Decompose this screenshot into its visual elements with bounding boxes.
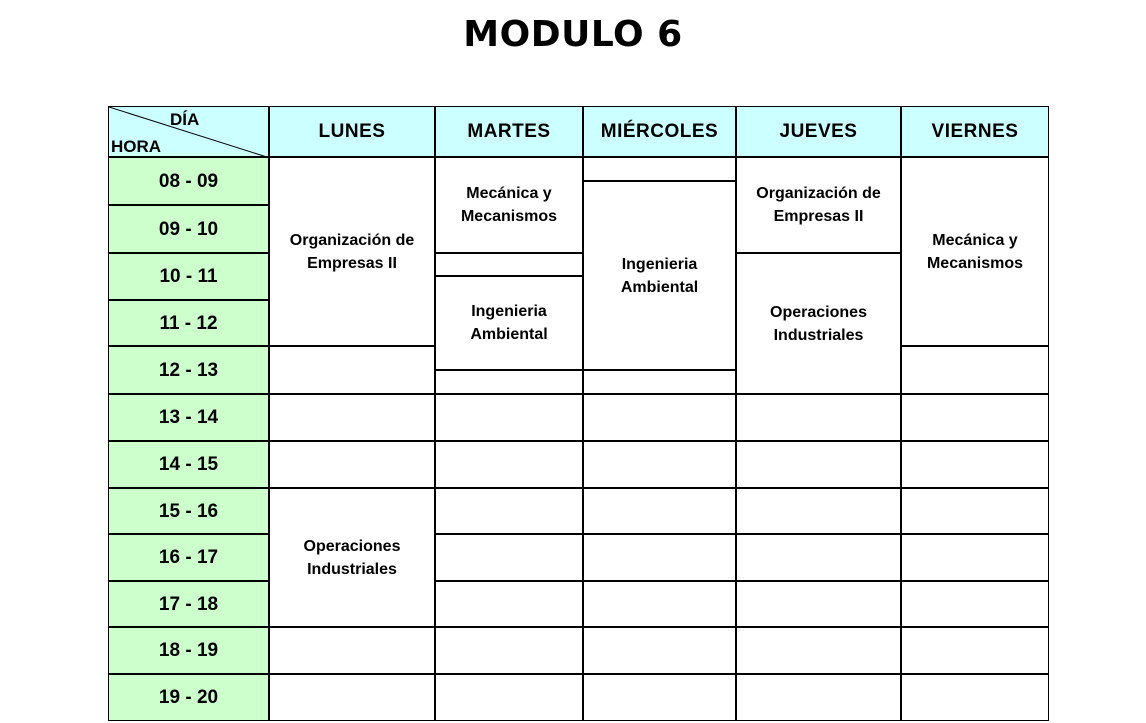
- empty-slot: [583, 157, 736, 181]
- empty-slot: [901, 534, 1049, 581]
- page-title: MODULO 6: [463, 14, 683, 55]
- empty-slot: [583, 488, 736, 534]
- empty-slot: [435, 674, 583, 721]
- class-block: Operaciones Industriales: [269, 488, 435, 627]
- class-block: Operaciones Industriales: [736, 253, 901, 394]
- empty-slot: [901, 488, 1049, 534]
- hour-cell: 10 - 11: [108, 253, 269, 300]
- corner-hora-label: HORA: [111, 137, 162, 156]
- empty-slot: [435, 253, 583, 276]
- day-header-2: MARTES: [435, 106, 583, 157]
- class-block: Organización de Empresas II: [269, 157, 435, 346]
- class-block: Ingenieria Ambiental: [435, 276, 583, 370]
- hour-cell: 15 - 16: [108, 488, 269, 534]
- empty-slot: [435, 581, 583, 627]
- empty-slot: [736, 534, 901, 581]
- empty-slot: [269, 346, 435, 394]
- hour-cell: 13 - 14: [108, 394, 269, 441]
- empty-slot: [269, 441, 435, 488]
- empty-slot: [583, 394, 736, 441]
- empty-slot: [901, 441, 1049, 488]
- day-header-4: JUEVES: [736, 106, 901, 157]
- hour-cell: 08 - 09: [108, 157, 269, 205]
- empty-slot: [901, 581, 1049, 627]
- empty-slot: [583, 581, 736, 627]
- hour-cell: 17 - 18: [108, 581, 269, 627]
- empty-slot: [736, 627, 901, 674]
- empty-slot: [269, 627, 435, 674]
- empty-slot: [583, 441, 736, 488]
- empty-slot: [901, 627, 1049, 674]
- empty-slot: [736, 674, 901, 721]
- class-block: Organización de Empresas II: [736, 157, 901, 253]
- empty-slot: [901, 346, 1049, 394]
- empty-slot: [583, 370, 736, 394]
- day-header-1: LUNES: [269, 106, 435, 157]
- hour-cell: 18 - 19: [108, 627, 269, 674]
- class-block: Ingenieria Ambiental: [583, 181, 736, 370]
- empty-slot: [435, 627, 583, 674]
- empty-slot: [435, 441, 583, 488]
- corner-dia-label: DÍA: [170, 110, 200, 129]
- class-block: Mecánica y Mecanismos: [435, 157, 583, 253]
- hour-cell: 19 - 20: [108, 674, 269, 721]
- hour-cell: 12 - 13: [108, 346, 269, 394]
- empty-slot: [736, 441, 901, 488]
- empty-slot: [583, 627, 736, 674]
- empty-slot: [583, 534, 736, 581]
- class-block: Mecánica y Mecanismos: [901, 157, 1049, 346]
- hour-cell: 11 - 12: [108, 300, 269, 346]
- empty-slot: [435, 370, 583, 394]
- empty-slot: [901, 674, 1049, 721]
- day-header-3: MIÉRCOLES: [583, 106, 736, 157]
- empty-slot: [736, 394, 901, 441]
- empty-slot: [736, 581, 901, 627]
- hour-cell: 09 - 10: [108, 205, 269, 253]
- empty-slot: [269, 674, 435, 721]
- empty-slot: [736, 488, 901, 534]
- empty-slot: [269, 394, 435, 441]
- empty-slot: [583, 674, 736, 721]
- empty-slot: [435, 394, 583, 441]
- empty-slot: [435, 534, 583, 581]
- day-header-5: VIERNES: [901, 106, 1049, 157]
- hour-cell: 16 - 17: [108, 534, 269, 581]
- empty-slot: [901, 394, 1049, 441]
- hour-cell: 14 - 15: [108, 441, 269, 488]
- empty-slot: [435, 488, 583, 534]
